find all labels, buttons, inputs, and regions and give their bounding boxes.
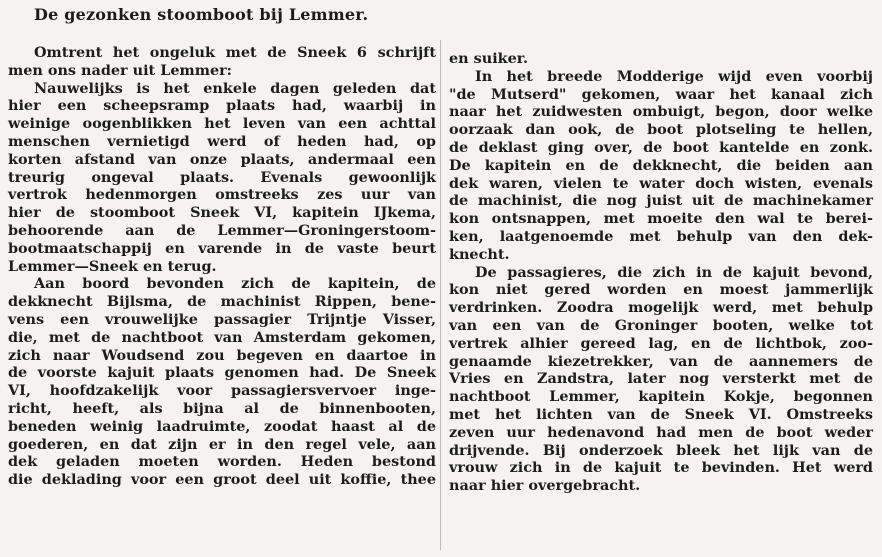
text-line: oorzaak dan ook, de boot plotseling te hellen, — [449, 121, 873, 139]
text-line: van een van de Groninger booten, welke tot — [449, 316, 873, 334]
text-line: Omtrent het ongeluk met de Sneek 6 schrijft — [34, 44, 436, 61]
article-headline: De gezonken stoomboot bij Lemmer. — [34, 5, 369, 24]
text-line: kon ontsnappen, met moeite den wal te berei- — [449, 210, 873, 228]
text-line: Lemmer—Sneek en terug. — [8, 257, 217, 275]
text-line: bootmaatschappij en varende in de vaste beurt — [8, 239, 436, 257]
left-column — [8, 44, 436, 489]
text-line: menschen vernietigd werd of heden had, op — [8, 132, 436, 150]
text-line: goederen, en dat zijn er in den regel vele, aan — [8, 435, 436, 453]
text-line: hier een scheepsramp plaats had, waarbij in — [8, 97, 436, 115]
text-line: en suiker. — [449, 50, 529, 67]
text-line: vertrek alhier gereed lag, en de lichtbok, zoo- — [449, 334, 873, 352]
text-line: Nauwelijks is het enkele dagen geleden dat — [34, 79, 436, 97]
text-line: Vries en Zandstra, later nog versterkt met de — [449, 370, 873, 388]
text-line: die, met de nachtboot van Amsterdam gekomen, — [8, 328, 436, 346]
text-line: de voorste kajuit plaats genomen had. De Sneek — [8, 364, 436, 382]
text-line: De passagieres, die zich in de kajuit bevond, — [475, 263, 873, 281]
text-line: men ons nader uit Lemmer: — [8, 61, 232, 79]
text-line: dek geladen moeten worden. Heden bestond — [8, 453, 436, 471]
text-line: ken, laatgenoemde met behulp van den dek- — [449, 227, 873, 245]
text-line: met het lichten van de Sneek VI. Omstreeks — [449, 405, 873, 423]
column-divider — [440, 40, 441, 550]
text-line: behoorende aan de Lemmer—Groningerstoom- — [8, 221, 436, 239]
text-line: kon niet gered worden en moest jammerlijk — [449, 281, 873, 299]
text-line: dekknecht Bijlsma, de machinist Rippen, bene- — [8, 293, 436, 311]
text-line: dek waren, vielen te water doch wisten, evenals — [449, 174, 873, 192]
text-line: In het breede Modderige wijd even voorbij — [475, 67, 873, 85]
text-line: De kapitein en de dekknecht, die beiden aan — [449, 156, 873, 174]
text-line: Aan boord bevonden zich de kapitein, de — [34, 275, 436, 293]
text-line: naar het zuidwesten ombuigt, begon, door welke — [449, 103, 873, 121]
text-line: weinige oogenblikken het leven van een achttal — [8, 115, 436, 133]
text-line: de deklast ging over, de boot kantelde en zonk. — [449, 138, 873, 156]
text-line: zich naar Woudsend zou begeven en daartoe in — [8, 346, 436, 364]
text-line: nachtboot Lemmer, kapitein Kokje, begonnen — [449, 388, 873, 406]
text-line: "de Mutserd" gekomen, waar het kanaal zich — [449, 85, 873, 103]
text-line: treurig ongeval plaats. Evenals gewoonlijk — [8, 168, 436, 186]
text-line: VI, hoofdzakelijk voor passagiersvervoer inge- — [8, 382, 436, 400]
right-column — [449, 50, 873, 495]
text-line: vrouw zich in de kajuit te bevinden. Het werd — [449, 459, 873, 477]
text-line: die deklading voor een groot deel uit koffie, thee — [8, 471, 436, 489]
text-line: zeven uur hedenavond had men de boot weder — [449, 423, 873, 441]
text-line: de machinist, die nog juist uit de machinekamer — [449, 192, 873, 210]
text-line: hier de stoomboot Sneek VI, kapitein IJkema, — [8, 204, 436, 222]
text-line: knecht. — [449, 245, 510, 263]
text-line: vens een vrouwelijke passagier Trijntje Visser, — [8, 310, 436, 328]
text-line: drijvende. Bij onderzoek bleek het lijk van de — [449, 441, 873, 459]
text-line: richt, heeft, als bijna al de binnenbooten, — [8, 399, 436, 417]
text-line: korten afstand van onze plaats, andermaal een — [8, 150, 436, 168]
text-line: verdrinken. Zoodra mogelijk werd, met behulp — [449, 299, 873, 317]
text-line: beneden weinig laadruimte, zoodat haast al de — [8, 417, 436, 435]
text-line: vertrok hedenmorgen omstreeks zes uur van — [8, 186, 436, 204]
text-line: genaamde kiezetrekker, van de aannemers de — [449, 352, 873, 370]
text-line: naar hier overgebracht. — [449, 477, 641, 495]
